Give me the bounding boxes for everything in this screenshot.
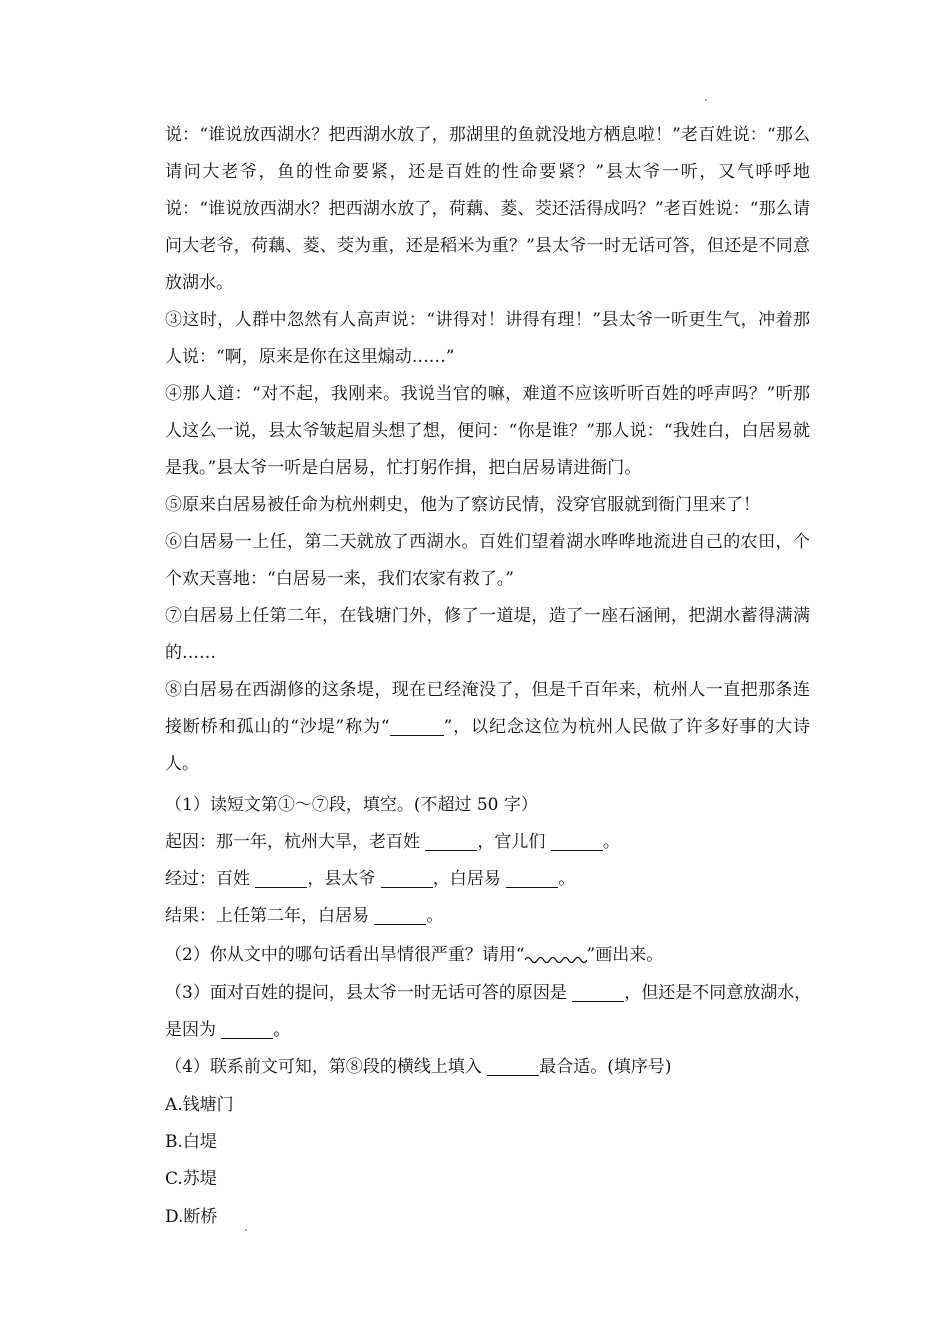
fill-blank-q3-reason[interactable] bbox=[572, 981, 624, 1002]
paragraph-8-text-after: ”，以纪念这位为杭州人民做了许多好事的大诗人。 bbox=[165, 717, 810, 774]
q1-cause-text-b: ，官儿们 bbox=[477, 832, 551, 852]
q1-result-text-a: 结果：上任第二年，白居易 bbox=[165, 906, 375, 926]
q1-cause-text-c: 。 bbox=[602, 832, 620, 852]
question-2 bbox=[165, 937, 810, 974]
scan-dot-bottom bbox=[245, 1229, 247, 1231]
question-1-result bbox=[165, 898, 810, 935]
q3-text-c: 是因为 bbox=[165, 1020, 222, 1040]
option-a[interactable]: A.钱塘门 bbox=[165, 1095, 234, 1115]
q3-text-a: （3）面对百姓的提问，县太爷一时无话可答的原因是 bbox=[165, 983, 573, 1003]
fill-blank-process-baijuyi[interactable] bbox=[506, 867, 558, 888]
fill-blank-process-people[interactable] bbox=[255, 867, 307, 888]
scan-dot-top bbox=[705, 99, 707, 101]
q2-text-a: （2）你从文中的哪句话看出旱情很严重？请用“ bbox=[165, 945, 525, 965]
q3-text-b: ，但还是不同意放湖水， bbox=[624, 983, 812, 1003]
paragraph-8-text-before: ⑧白居易在西湖修的这条堤，现在已经淹没了，但是千百年来，杭州人一直把那条连接断桥和孤山的“沙堤”称为“ bbox=[165, 680, 810, 737]
option-d[interactable]: D.断桥 bbox=[165, 1207, 218, 1227]
wavy-underline-icon bbox=[525, 954, 587, 966]
paragraph-6: ⑥白居易一上任，第二天就放了西湖水。百姓们望着湖水哗哗地流进自己的农田，个个欢天喜地：“白居易一来，我们农家有救了。” bbox=[165, 532, 810, 589]
fill-blank-p8[interactable] bbox=[390, 715, 444, 736]
question-3-line-2 bbox=[165, 1012, 810, 1049]
q1-cause-text-a: 起因：那一年，杭州大旱，老百姓 bbox=[165, 832, 426, 852]
q1-process-text-c: ，白居易 bbox=[432, 869, 507, 889]
q4-text-a: （4）联系前文可知，第⑧段的横线上填入 bbox=[165, 1057, 488, 1077]
question-1-process bbox=[165, 861, 810, 898]
q1-result-text-b: 。 bbox=[426, 906, 444, 926]
paragraph-4: ④那人道：“对不起，我刚来。我说当官的嘛，难道不应该听听百姓的呼声吗？”听那人这么一说，县太爷皱起眉头想了想，便问：“你是谁？”那人说：“我姓白，白居易就是我。”县太爷一听是白居易，忙打躬作揖，把白居易请进衙门。 bbox=[165, 384, 810, 478]
question-1-cause bbox=[165, 824, 810, 861]
paragraph-3: ③这时，人群中忽然有人高声说：“讲得对！讲得有理！”县太爷一听更生气，冲着那人说：“啊，原来是你在这里煽动……” bbox=[165, 310, 810, 367]
q1-process-text-b: ，县太爷 bbox=[307, 869, 381, 889]
option-b[interactable]: B.白堤 bbox=[165, 1132, 217, 1152]
q1-process-text-a: 经过：百姓 bbox=[165, 869, 256, 889]
question-1: （1）读短文第①～⑦段，填空。(不超过 50 字） bbox=[165, 795, 538, 815]
fill-blank-result[interactable] bbox=[374, 904, 426, 925]
paragraph-8 bbox=[165, 672, 810, 783]
fill-blank-cause-officials[interactable] bbox=[551, 830, 603, 851]
q1-process-text-d: 。 bbox=[558, 869, 576, 889]
paragraph-intro: 说：“谁说放西湖水？把西湖水放了，那湖里的鱼就没地方栖息啦！”老百姓说：“那么请问大老爷，鱼的性命要紧，还是百姓的性命要紧？”县太爷一听，又气呼呼地说：“谁说放西湖水？把西湖水放了，荷藕、菱、茭还活得成吗？”老百姓说：“那么请问大老爷，荷藕、菱、茭为重，还是稻米为重？”县太爷一时无话可答，但还是不同意放湖水。 bbox=[165, 125, 810, 293]
fill-blank-q4-answer[interactable] bbox=[487, 1055, 539, 1076]
q2-text-b: ”画出来。 bbox=[586, 945, 664, 965]
fill-blank-process-magistrate[interactable] bbox=[381, 867, 433, 888]
fill-blank-cause-people[interactable] bbox=[425, 830, 477, 851]
paragraph-7: ⑦白居易上任第二年，在钱塘门外，修了一道堤，造了一座石涵闸，把湖水蓄得满满的…… bbox=[165, 606, 810, 663]
paragraph-5: ⑤原来白居易被任命为杭州刺史，他为了察访民情，没穿官服就到衙门里来了！ bbox=[165, 495, 760, 515]
fill-blank-q3-because[interactable] bbox=[221, 1018, 273, 1039]
question-3-line-1 bbox=[165, 975, 810, 1012]
question-4 bbox=[165, 1049, 810, 1086]
option-c[interactable]: C.苏堤 bbox=[165, 1169, 217, 1189]
q4-text-b: 最合适。(填序号) bbox=[539, 1057, 672, 1077]
q3-text-d: 。 bbox=[273, 1020, 291, 1040]
